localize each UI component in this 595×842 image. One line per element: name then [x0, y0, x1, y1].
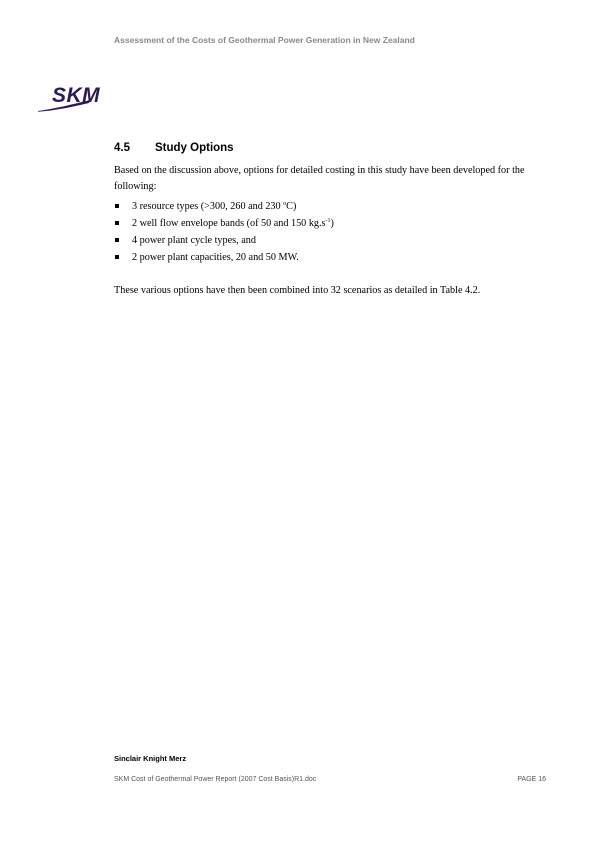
- options-list: [114, 197, 549, 265]
- superscript: -1: [325, 218, 331, 224]
- closing-paragraph: These various options have then been combined into 32 scenarios as detailed in Table 4.2.: [114, 285, 481, 296]
- bullet-square-icon: [115, 221, 119, 225]
- list-item: [114, 214, 549, 231]
- list-item-text: 3 resource types (>300, 260 and 230: [132, 201, 284, 212]
- section-title: Study Options: [155, 142, 234, 154]
- list-item-text: 4 power plant cycle types, and: [132, 235, 256, 246]
- footer-file-name: SKM Cost of Geothermal Power Report (2007 Cost Basis)R1.doc: [114, 776, 317, 783]
- bullet-square-icon: [115, 255, 119, 259]
- list-item-text-end: ): [330, 218, 334, 229]
- bullet-square-icon: [115, 238, 119, 242]
- list-item: [114, 248, 549, 265]
- list-item-text-end: C): [286, 201, 297, 212]
- list-item-text: 2 power plant capacities, 20 and 50 MW.: [132, 252, 299, 263]
- skm-logo: [38, 84, 114, 112]
- intro-paragraph: Based on the discussion above, options for detailed costing in this study have been developed for the following:: [114, 165, 525, 192]
- section-number: 4.5: [114, 142, 130, 154]
- footer-company: Sinclair Knight Merz: [114, 754, 187, 763]
- logo-text: SKM: [52, 84, 101, 107]
- superscript: o: [283, 201, 287, 207]
- list-item: [114, 231, 549, 248]
- section-heading: [114, 142, 234, 154]
- list-item: [114, 197, 549, 214]
- running-header: Assessment of the Costs of Geothermal Power Generation in New Zealand: [114, 35, 415, 45]
- bullet-square-icon: [115, 204, 119, 208]
- list-item-text: 2 well flow envelope bands (of 50 and 150 kg.s: [132, 218, 326, 229]
- footer-page-number: PAGE 16: [517, 776, 546, 783]
